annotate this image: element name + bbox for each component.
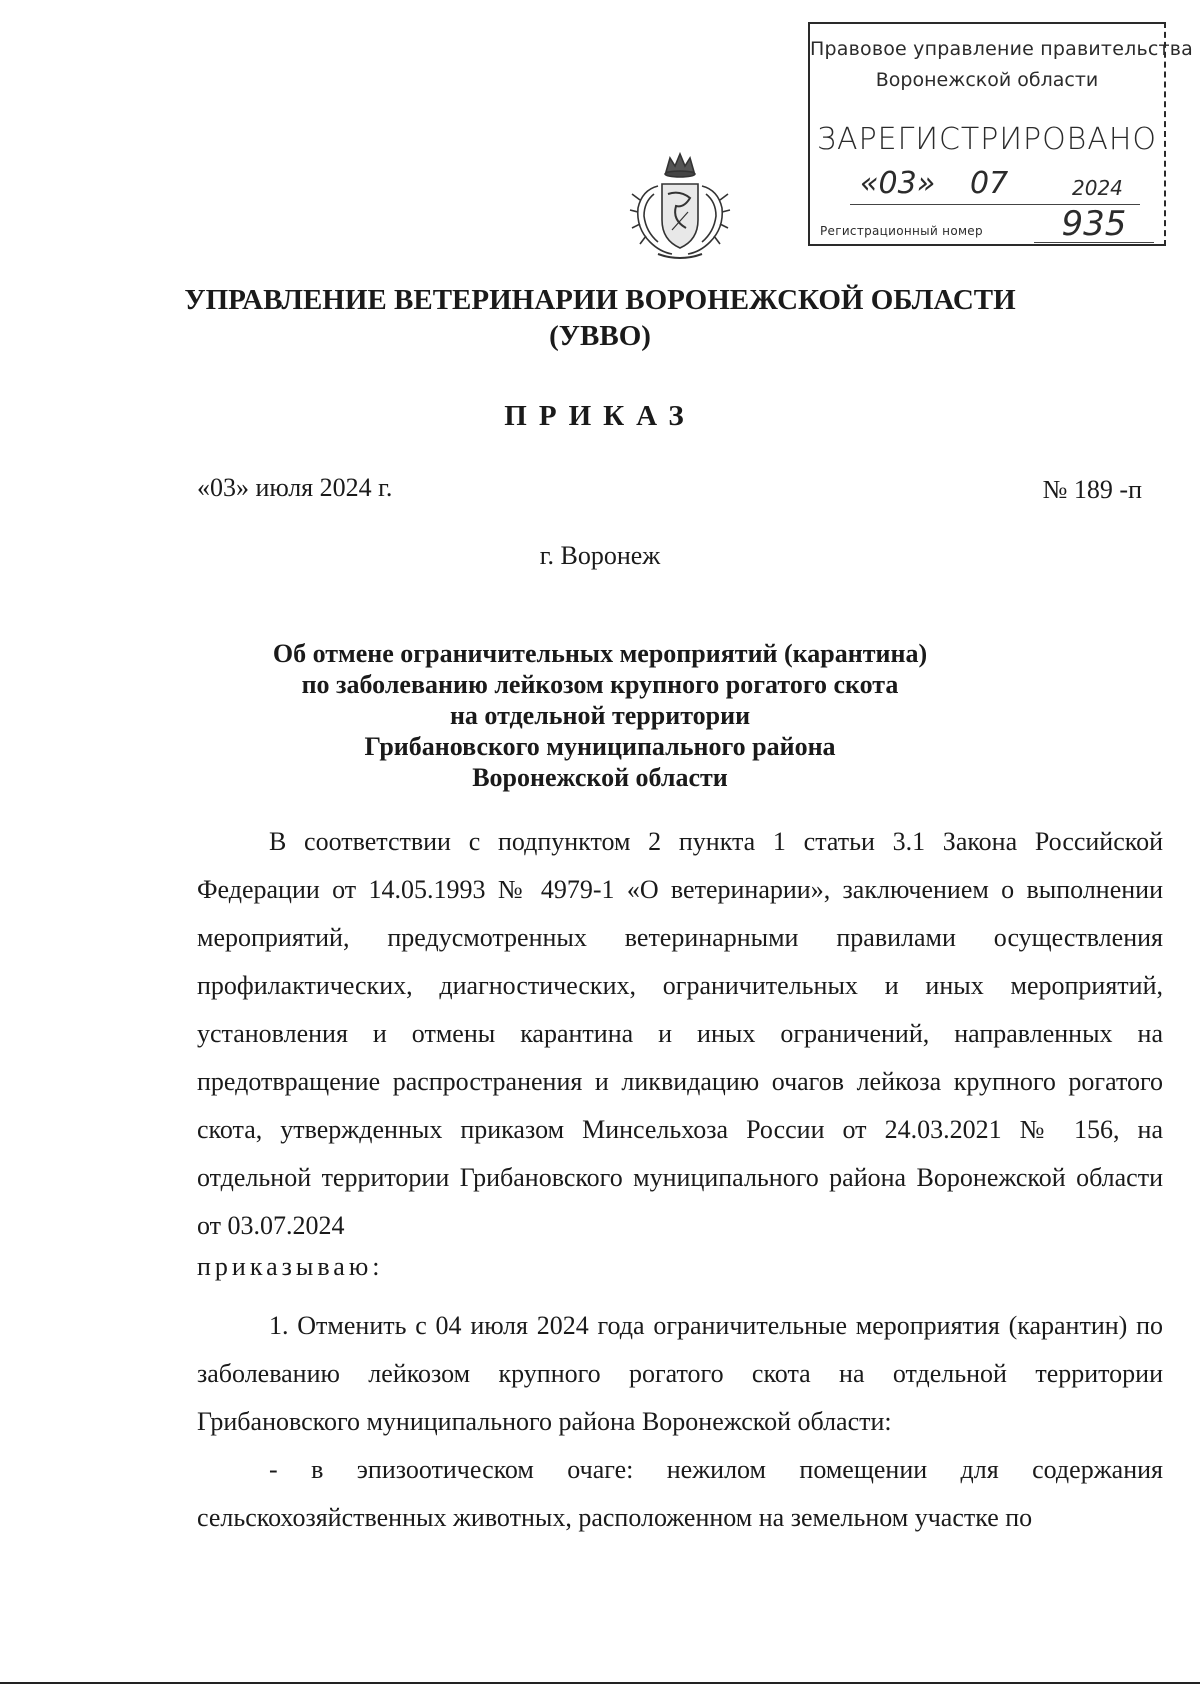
- document-type: ПРИКАЗ: [504, 400, 696, 432]
- stamp-date: [850, 164, 1140, 205]
- document-title: [0, 638, 1200, 793]
- stamp-status: ЗАРЕГИСТРИРОВАНО: [816, 122, 1158, 157]
- page-bottom-rule: [0, 1682, 1200, 1684]
- document-city: г. Воронеж: [539, 541, 661, 570]
- stamp-authority-line-1: Правовое управление правительства: [810, 38, 1193, 60]
- document-number: № 189 -п: [1042, 475, 1142, 504]
- stamp-regno: 935: [1034, 206, 1154, 243]
- order-item-1-subpoint: - в эпизоотическом очаге: нежилом помещении для содержания сельскохозяйственных животных, расположенном на земельном участке по: [197, 1455, 1163, 1532]
- document-date: «03» июля 2024 г.: [197, 473, 393, 502]
- title-line: Воронежской области: [472, 763, 728, 792]
- stamp-day: «03»: [860, 166, 936, 201]
- stamp-year: 2024: [1072, 176, 1123, 200]
- coat-of-arms-icon: [628, 150, 732, 262]
- stamp-authority-line-2: Воронежской области: [875, 69, 1099, 91]
- title-line: Грибановского муниципального района: [364, 732, 836, 761]
- stamp-month: 07: [970, 166, 1009, 201]
- title-line: Об отмене ограничительных мероприятий (карантина): [272, 639, 928, 668]
- organization-name: УПРАВЛЕНИЕ ВЕТЕРИНАРИИ ВОРОНЕЖСКОЙ ОБЛАСТИ: [184, 284, 1016, 316]
- orders-keyword: приказываю:: [197, 1252, 384, 1281]
- registration-stamp: [808, 22, 1193, 246]
- preamble-paragraph: В соответствии с подпунктом 2 пункта 1 статьи 3.1 Закона Российской Федерации от 14.05.1993 № 4979-1 «О ветеринарии», заключением о выполнении мероприятий, предусмотренных ветеринарными правилами осуществления профилактических, диагностических, ограничительных и иных мероприятий, установления и отмены карантина и иных ограничений, направленных на предотвращение распространения и ликвидацию очагов лейкоза крупного рогатого скота, утвержденных приказом Минсельхоза России от 24.03.2021 № 156, на отдельной территории Грибановского муниципального района Воронежской области от 03.07.2024: [197, 827, 1163, 1240]
- organization-abbreviation: (УВВО): [549, 320, 651, 352]
- stamp-regno-label: Регистрационный номер: [820, 224, 983, 238]
- order-item-1: 1. Отменить с 04 июля 2024 года ограничительные мероприятия (карантин) по заболеванию лейкозом крупного рогатого скота на отдельной территории Грибановского муниципального района Воронежской области:: [197, 1311, 1163, 1436]
- title-line: на отдельной территории: [449, 701, 751, 730]
- title-line: по заболеванию лейкозом крупного рогатого скота: [301, 670, 899, 699]
